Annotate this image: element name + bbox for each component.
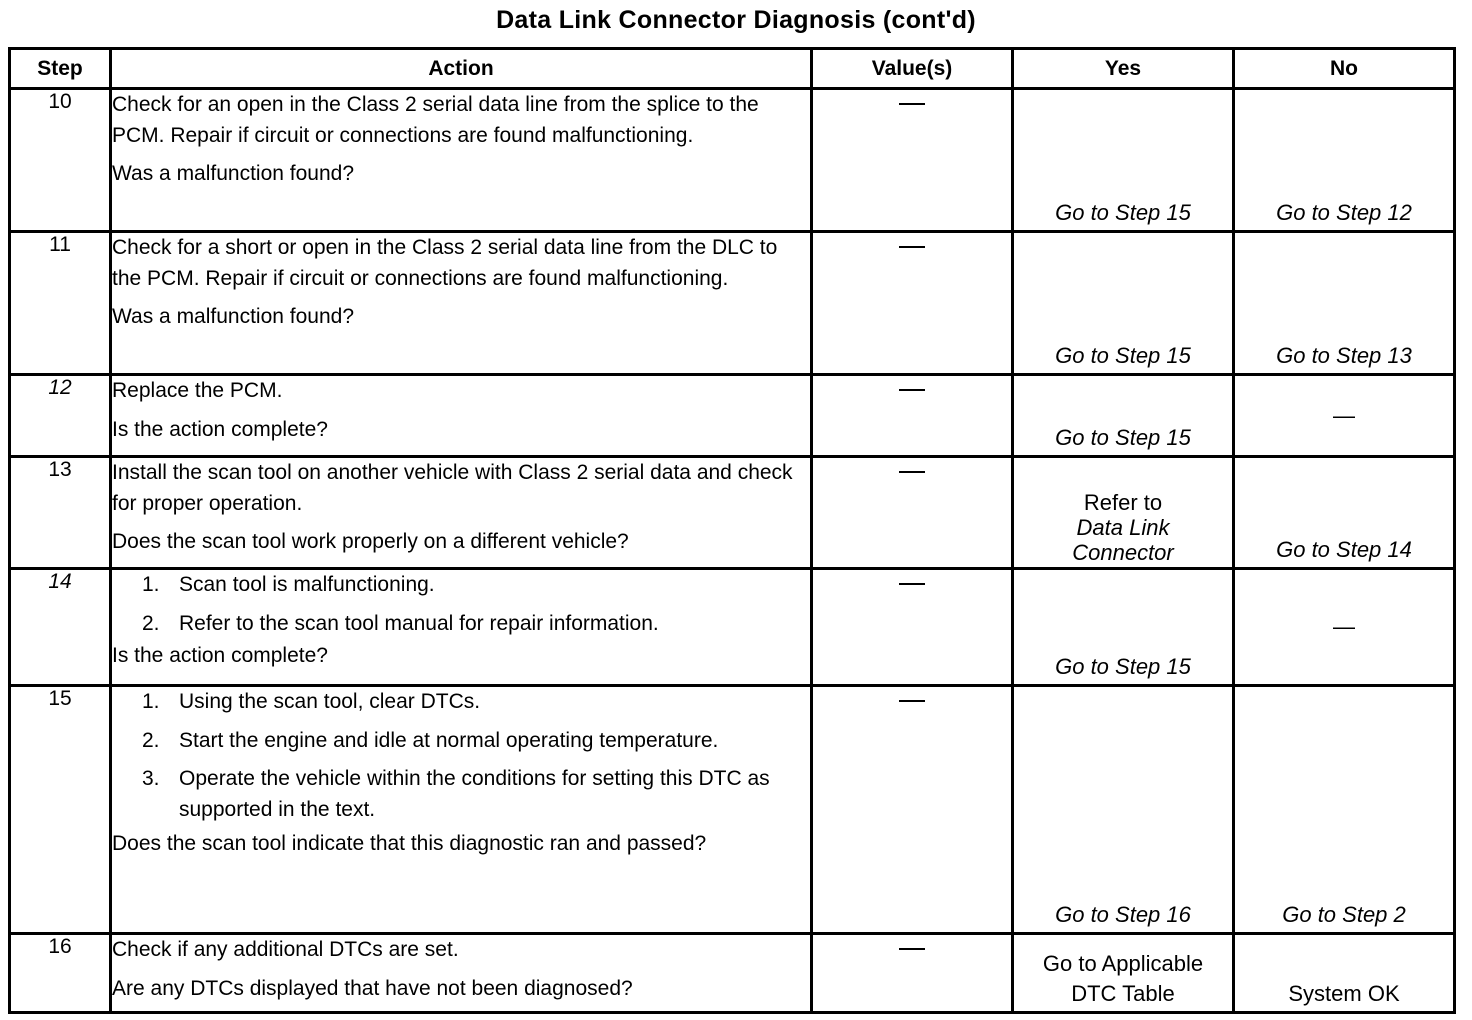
no-cell: — <box>1234 569 1455 686</box>
value-cell <box>812 89 1013 232</box>
yes-result: Go to Step 15 <box>1055 343 1191 368</box>
table-row-step-10 <box>10 89 1455 232</box>
yes-result-line2: DTC Table <box>1071 981 1175 1006</box>
table-row-step-12 <box>10 375 1455 457</box>
yes-cell <box>1013 89 1234 232</box>
yes-result: Go to Step 15 <box>1055 200 1191 225</box>
list-item <box>112 570 810 601</box>
step-number: 12 <box>10 375 111 457</box>
substep-number: 1. <box>142 690 160 713</box>
header-no: No <box>1234 49 1455 89</box>
value-cell <box>812 375 1013 457</box>
dash-mark <box>899 246 925 248</box>
action-cell <box>111 569 812 686</box>
substep-text: Using the scan tool, clear DTCs. <box>179 690 481 713</box>
page-title: Data Link Connector Diagnosis (cont'd) <box>496 6 976 34</box>
table-header-row <box>10 49 1455 89</box>
header-yes: Yes <box>1013 49 1234 89</box>
substep-number: 1. <box>142 573 160 596</box>
dash-mark <box>899 103 925 105</box>
yes-result-line3: Connector <box>1072 540 1174 565</box>
action-cell <box>111 934 812 1013</box>
table-row-step-15 <box>10 686 1455 934</box>
no-cell <box>1234 934 1455 1013</box>
substep-number: 2. <box>142 728 160 752</box>
action-text: Install the scan tool on another vehicle with Class 2 serial data and check for proper operation. <box>112 461 793 515</box>
yes-result: Go to Step 15 <box>1055 425 1191 450</box>
dash-mark <box>899 471 925 473</box>
table-row-step-16 <box>10 934 1455 1013</box>
action-text: Replace the PCM. <box>112 379 283 402</box>
action-cell <box>111 232 812 375</box>
list-item <box>112 726 810 757</box>
no-cell: — <box>1234 375 1455 457</box>
action-question: Is the action complete? <box>112 644 328 667</box>
action-question: Was a malfunction found? <box>112 305 355 328</box>
substep-text: Start the engine and idle at normal operating temperature. <box>179 728 719 752</box>
yes-result: Go to Step 16 <box>1055 902 1191 927</box>
yes-cell <box>1013 686 1234 934</box>
action-cell <box>111 686 812 934</box>
action-cell <box>111 457 812 569</box>
diagnosis-table <box>8 47 1456 1014</box>
value-cell <box>812 232 1013 375</box>
yes-result <box>1014 949 1232 1009</box>
yes-result: Go to Step 15 <box>1055 654 1191 679</box>
no-cell <box>1234 89 1455 232</box>
list-item <box>112 764 810 825</box>
yes-cell <box>1013 375 1234 457</box>
yes-cell <box>1013 457 1234 569</box>
action-text: Check if any additional DTCs are set. <box>112 938 459 961</box>
no-cell <box>1234 232 1455 375</box>
substep-text: Refer to the scan tool manual for repair information. <box>179 611 659 635</box>
table-row-step-14 <box>10 569 1455 686</box>
no-cell <box>1234 457 1455 569</box>
table-row-step-13 <box>10 457 1455 569</box>
table-row-step-11 <box>10 232 1455 375</box>
no-result: System OK <box>1288 981 1400 1006</box>
action-question: Is the action complete? <box>112 417 328 441</box>
action-cell <box>111 375 812 457</box>
no-cell <box>1234 686 1455 934</box>
substep-number: 3. <box>142 767 160 790</box>
step-number: 15 <box>10 686 111 934</box>
dash-mark <box>899 389 925 391</box>
value-cell <box>812 934 1013 1013</box>
yes-result-line1: Refer to <box>1083 490 1163 515</box>
yes-result <box>1014 490 1232 565</box>
dash-mark <box>899 583 925 585</box>
step-number: 10 <box>10 89 111 232</box>
action-question: Does the scan tool work properly on a different vehicle? <box>112 530 629 553</box>
yes-cell <box>1013 569 1234 686</box>
substep-list <box>112 687 810 825</box>
dash-mark <box>899 700 925 702</box>
header-values: Value(s) <box>812 49 1013 89</box>
value-cell <box>812 457 1013 569</box>
step-number: 14 <box>10 569 111 686</box>
value-cell <box>812 686 1013 934</box>
substep-number: 2. <box>142 611 160 635</box>
action-text: Check for a short or open in the Class 2 serial data line from the DLC to the PCM. Repair if circuit or connections are found malfunctioning. <box>112 236 778 290</box>
no-result: Go to Step 2 <box>1282 902 1406 927</box>
header-action: Action <box>111 49 812 89</box>
action-question: Are any DTCs displayed that have not been diagnosed? <box>112 976 633 1000</box>
yes-cell <box>1013 232 1234 375</box>
yes-result-line1: Go to Applicable <box>1042 951 1204 976</box>
yes-result-line2: Data Link <box>1076 515 1170 540</box>
action-question: Does the scan tool indicate that this diagnostic ran and passed? <box>112 832 707 855</box>
substep-text: Scan tool is malfunctioning. <box>179 573 435 596</box>
no-result: Go to Step 13 <box>1276 343 1412 368</box>
action-question: Was a malfunction found? <box>112 162 355 185</box>
substep-list <box>112 570 810 639</box>
header-step: Step <box>10 49 111 89</box>
dash-mark <box>899 948 925 950</box>
list-item <box>112 687 810 718</box>
action-text: Check for an open in the Class 2 serial data line from the splice to the PCM. Repair if circuit or connections are found malfunctioning. <box>112 93 759 147</box>
no-result: Go to Step 12 <box>1276 200 1412 225</box>
yes-cell <box>1013 934 1234 1013</box>
substep-text: Operate the vehicle within the conditions for setting this DTC as supported in the text. <box>179 767 770 821</box>
value-cell <box>812 569 1013 686</box>
step-number: 11 <box>10 232 111 375</box>
step-number: 16 <box>10 934 111 1013</box>
step-number: 13 <box>10 457 111 569</box>
no-result: Go to Step 14 <box>1276 537 1412 562</box>
action-cell <box>111 89 812 232</box>
list-item <box>112 609 810 640</box>
